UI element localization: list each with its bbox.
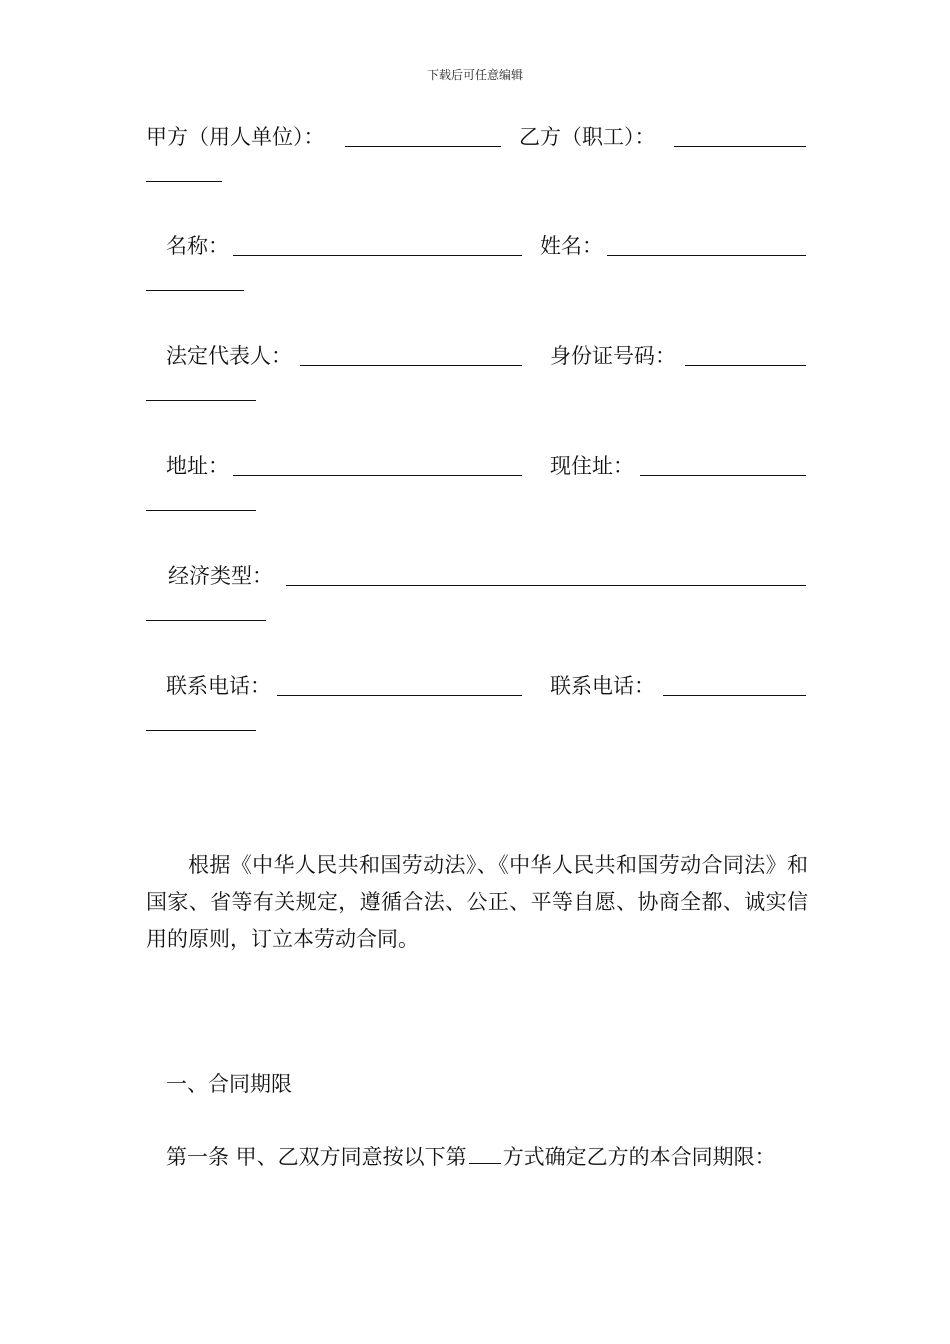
phone-b-blank-continued[interactable] [146, 730, 256, 731]
current-address-label: 现住址： [550, 454, 634, 478]
article-1-text-before: 第一条 甲、乙双方同意按以下第 [166, 1145, 467, 1169]
id-number-label: 身份证号码： [550, 344, 676, 368]
person-name-blank[interactable] [607, 255, 806, 256]
current-address-blank-continued[interactable] [146, 510, 256, 511]
contract-preamble: 根据《中华人民共和国劳动法》、《中华人民共和国劳动合同法》和国家、省等有关规定，遵循合法、公正、平等自愿、协商全都、诚实信用的原则，订立本劳动合同。 [146, 853, 808, 951]
article-1 [166, 1142, 776, 1172]
party-b-blank-continued[interactable] [146, 181, 222, 182]
party-b-label: 乙方（职工）： [519, 125, 656, 149]
current-address-blank[interactable] [640, 475, 806, 476]
page-header-note: 下载后可任意编辑 [426, 68, 523, 82]
person-name-label: 姓名： [540, 234, 603, 258]
party-a-label: 甲方（用人单位）： [146, 125, 325, 149]
name-blank[interactable] [233, 255, 522, 256]
economic-type-blank[interactable] [286, 585, 806, 586]
party-a-blank[interactable] [345, 146, 501, 147]
name-label: 名称： [166, 234, 229, 258]
phone-a-blank[interactable] [277, 695, 522, 696]
phone-a-label: 联系电话： [166, 674, 271, 698]
article-1-method-blank[interactable] [469, 1143, 501, 1164]
phone-b-label: 联系电话： [550, 674, 655, 698]
phone-b-blank[interactable] [663, 695, 806, 696]
article-1-text-after: 方式确定乙方的本合同期限： [502, 1145, 776, 1169]
address-label: 地址： [166, 454, 229, 478]
id-number-blank-continued[interactable] [146, 400, 256, 401]
person-name-blank-continued[interactable] [146, 290, 244, 291]
section-1-title: 一、合同期限 [166, 1072, 292, 1096]
legal-rep-blank[interactable] [300, 365, 522, 366]
economic-type-blank-continued[interactable] [146, 620, 266, 621]
party-b-blank[interactable] [674, 146, 806, 147]
address-blank[interactable] [233, 475, 522, 476]
economic-type-label: 经济类型： [168, 564, 273, 588]
legal-rep-label: 法定代表人： [166, 344, 292, 368]
id-number-blank[interactable] [685, 365, 806, 366]
